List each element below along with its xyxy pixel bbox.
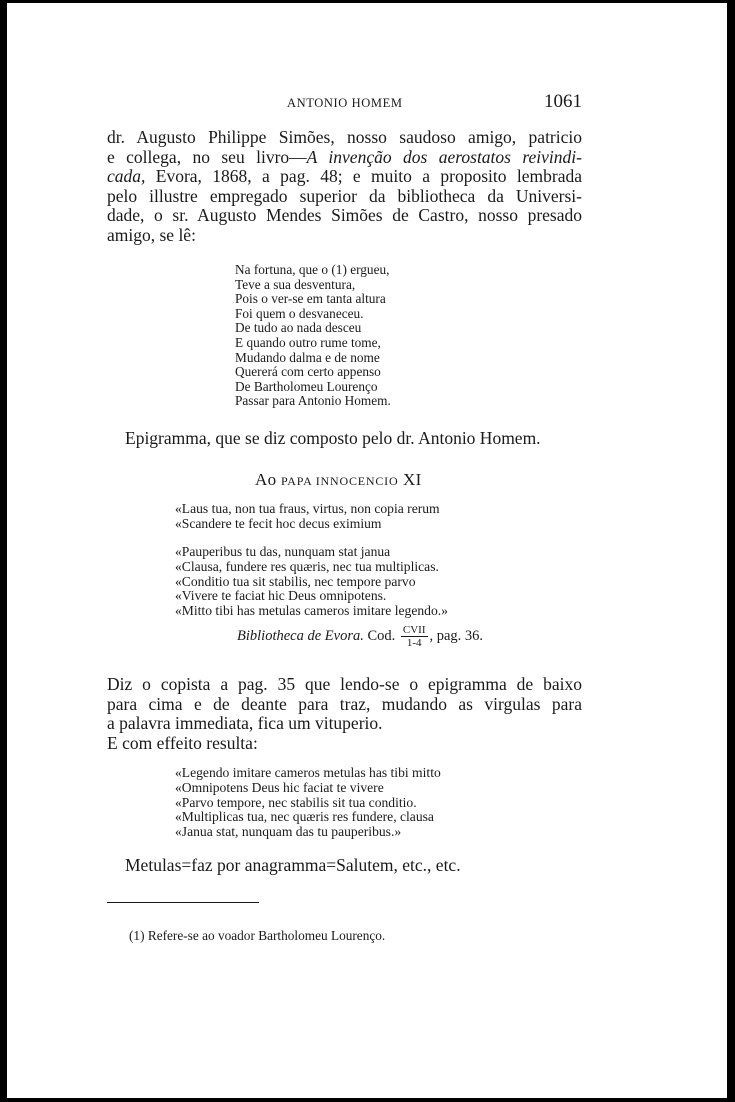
epigram-line: «Laus tua, non tua fraus, virtus, non copia rerum xyxy=(175,501,440,516)
page-number: 1061 xyxy=(544,91,582,112)
poem-line: Quererá com certo appenso xyxy=(235,364,381,380)
poem-line: De Bartholomeu Lourenço xyxy=(235,378,378,394)
epigram-line: «Mitto tibi has metulas cameros imitare legendo.» xyxy=(175,603,448,619)
citation-source: Bibliotheca de Evora. xyxy=(237,627,364,644)
paragraph-line: E com effeito resulta: xyxy=(107,732,258,753)
poem-line: Mudando dalma e de nome xyxy=(235,349,380,365)
epigram-line: «Janua stat, nunquam das tu pauperibus.» xyxy=(175,824,402,840)
epigram-line: «Scandere te fecit hoc decus eximium xyxy=(175,515,382,531)
poem-line: Foi quem o desvaneceu. xyxy=(235,305,364,321)
reversed-epigram xyxy=(175,766,441,840)
anagram-line: Metulas=faz por anagramma=Salutem, etc., etc. xyxy=(125,855,461,875)
paragraph-line: cada, Evora, 1868, a pag. 48; e muito a proposito lembrada xyxy=(107,166,582,187)
paragraph-line: Diz o copista a pag. 35 que lendo-se o epigramma de baixo xyxy=(107,674,582,694)
paragraph-line: pelo illustre empregado superior da bibliotheca da Universi- xyxy=(107,185,582,206)
epigram-intro: Epigramma, que se diz composto pelo dr. Antonio Homem. xyxy=(125,428,541,448)
epigram-line: «Pauperibus tu das, nunquam stat janua xyxy=(175,544,391,559)
epigram-line: «Legendo imitare cameros metulas has tibi mitto xyxy=(175,765,441,780)
poem-line: Teve a sua desventura, xyxy=(235,276,356,292)
poem-line: Passar para Antonio Homem. xyxy=(235,393,391,409)
epigram-line: «Multiplicas tua, nec quæris res fundere, clausa xyxy=(175,809,434,825)
epigram-line: «Clausa, fundere res quæris, nec tua multiplicas. xyxy=(175,558,439,574)
epigram-line: «Conditio tua sit stabilis, nec tempore parvo xyxy=(175,573,416,589)
poem-line: De tudo ao nada desceu xyxy=(235,320,362,336)
paragraph-copyist xyxy=(107,675,582,753)
epigram-title: Ao PAPA INNOCENCIO XI xyxy=(255,470,422,489)
paragraph-line: dade, o sr. Augusto Mendes Simões de Castro, nosso presado xyxy=(107,205,582,226)
paragraph-line: a palavra immediata, fica um vituperio. xyxy=(107,713,383,734)
epigram-stanza-1 xyxy=(175,502,440,532)
footnote-rule xyxy=(107,902,259,903)
book-title-italic: A invenção dos aerostatos reivindi- xyxy=(306,146,582,167)
paragraph-line: para cima e de deante para traz, mudando as virgulas para xyxy=(107,693,582,714)
paragraph-line: e collega, no seu livro—A invenção dos aerostatos reivindi- xyxy=(107,146,582,167)
paragraph-intro xyxy=(107,128,582,246)
poem-line: E quando outro rume tome, xyxy=(235,334,381,350)
footnote: (1) Refere-se ao voador Bartholomeu Lourenço. xyxy=(129,928,386,943)
citation: Bibliotheca de Evora. Cod. $\frac{\text{CVII}}{1-4}$ , pag. 36. xyxy=(237,624,484,649)
running-head xyxy=(107,92,582,116)
epigram-stanza-2 xyxy=(175,545,448,619)
paragraph-line: dr. Augusto Philippe Simões, nosso saudoso amigo, patricio xyxy=(107,127,582,147)
poem xyxy=(235,263,391,409)
codex-fraction: $\frac{\text{CVII}}{1-4}$ xyxy=(402,624,426,649)
running-title: ANTONIO HOMEM xyxy=(287,96,403,110)
poem-line: Pois o ver-se em tanta altura xyxy=(235,291,386,307)
epigram-line: «Vivere te faciat hic Deus omnipotens. xyxy=(175,588,387,604)
paragraph-line: amigo, se lê: xyxy=(107,224,196,245)
epigram-line: «Parvo tempore, nec stabilis sit tua conditio. xyxy=(175,794,417,810)
poem-line: Na fortuna, que o (1) ergueu, xyxy=(235,262,390,277)
epigram-line: «Omnipotens Deus hic faciat te vivere xyxy=(175,779,384,795)
